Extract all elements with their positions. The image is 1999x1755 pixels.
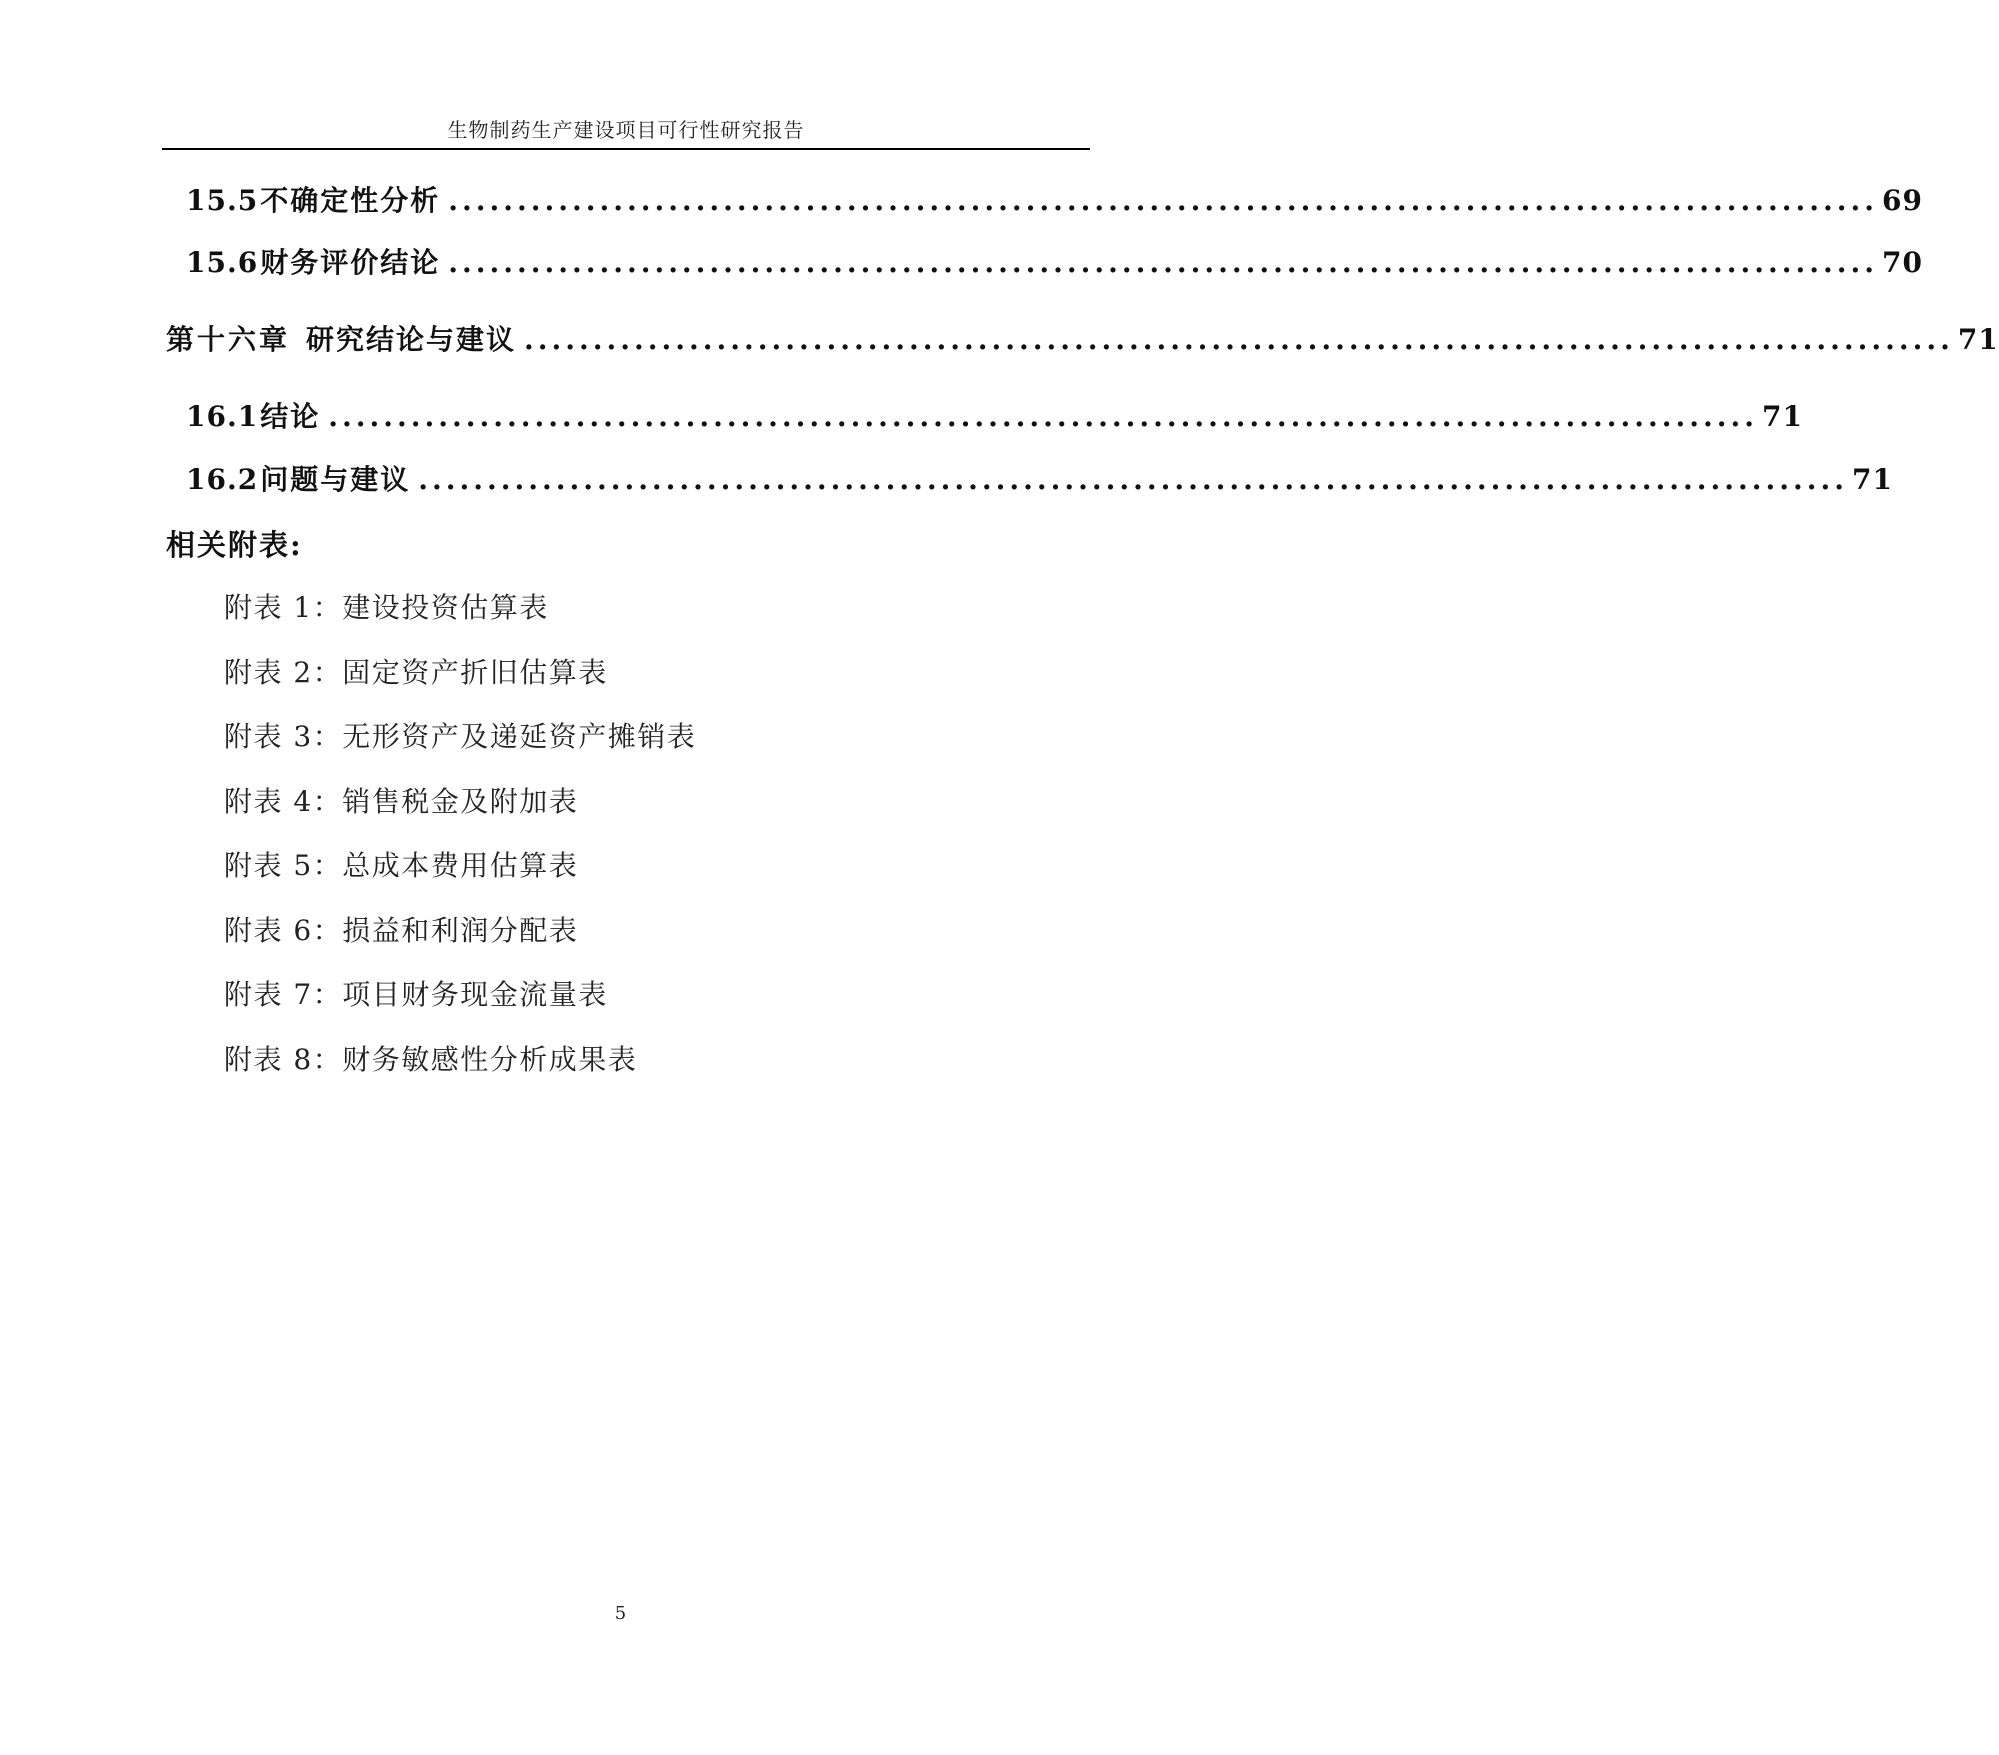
toc-entry-page: 71 bbox=[1762, 400, 1803, 433]
toc-entry-title: 不确定性分析 bbox=[260, 184, 441, 217]
toc-entry-title: 财务评价结论 bbox=[260, 246, 441, 279]
toc-dot-leader: ........................................................................................................ bbox=[524, 323, 1954, 356]
appendix-item: 附表 1：建设投资估算表 bbox=[224, 591, 549, 624]
appendix-item: 附表 6：损益和利润分配表 bbox=[224, 913, 579, 947]
toc-entry-title: 问题与建议 bbox=[260, 463, 411, 496]
page-number: 5 bbox=[614, 1603, 627, 1624]
toc-entry-number: 第十六章 bbox=[166, 323, 291, 356]
header-title: 生物制药生产建设项目可行性研究报告 bbox=[447, 118, 805, 142]
toc-entry-chapter-16[interactable] bbox=[166, 322, 1999, 358]
appendix-list bbox=[224, 590, 924, 1106]
appendix-item: 附表 5：总成本费用估算表 bbox=[224, 849, 579, 882]
appendix-item: 附表 7：项目财务现金流量表 bbox=[224, 978, 608, 1011]
toc-entry-number: 16.1 bbox=[186, 400, 259, 433]
toc-dot-leader: ........................................................................................................ bbox=[448, 246, 1879, 279]
toc-entry-16-1[interactable] bbox=[186, 399, 1803, 435]
appendix-item: 附表 8：财务敏感性分析成果表 bbox=[224, 1042, 638, 1076]
toc-dot-leader: ........................................................................................................ bbox=[328, 400, 1759, 433]
toc-entry-number: 16.2 bbox=[186, 463, 259, 496]
toc-entry-15-5[interactable] bbox=[186, 183, 1923, 219]
toc-entry-title: 研究结论与建议 bbox=[306, 323, 517, 356]
appendix-item: 附表 2：固定资产折旧估算表 bbox=[224, 655, 608, 689]
toc-dot-leader: ........................................................................................................ bbox=[418, 463, 1849, 496]
toc-entry-page: 69 bbox=[1882, 184, 1923, 217]
toc-entry-number: 15.5 bbox=[186, 184, 259, 217]
toc-dot-leader: ........................................................................................................ bbox=[448, 184, 1879, 217]
toc-entry-16-2[interactable] bbox=[186, 462, 1893, 498]
toc-entry-page: 70 bbox=[1882, 246, 1923, 279]
toc-entry-number: 15.6 bbox=[186, 246, 259, 279]
appendix-item: 附表 3：无形资产及递延资产摊销表 bbox=[224, 720, 697, 753]
appendix-item: 附表 4：销售税金及附加表 bbox=[224, 784, 579, 818]
appendix-heading: 相关附表: bbox=[166, 528, 303, 562]
toc-entry-15-6[interactable] bbox=[186, 245, 1923, 281]
toc-entry-page: 71 bbox=[1852, 463, 1893, 496]
toc-entry-title: 结论 bbox=[260, 400, 321, 433]
toc-entry-page: 71 bbox=[1957, 323, 1999, 356]
